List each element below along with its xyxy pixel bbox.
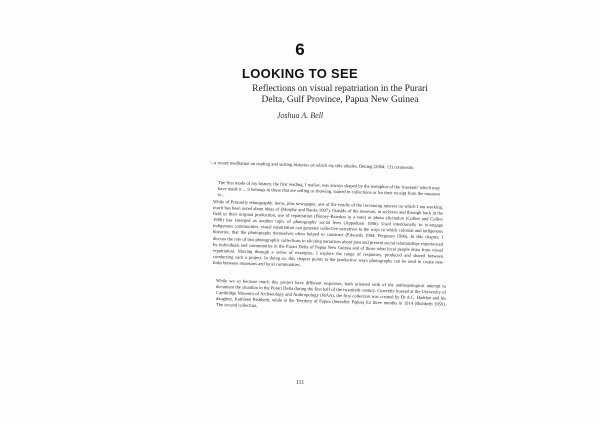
- chapter-number: 6: [295, 40, 305, 59]
- body-paragraph: While of Primarily ethnographic items, plus newspaper, one of the results of the increasing interest on which I am working, much has been noted about ideas of (Morphy and Banks 1997). Outside of the museum, in archives and through back in the field or their original production, use of repatriation (Binney-Rawdon in a vote) or photo elicitation (Collier and Collier 1986) has emerged as another topic of photographs' social lives (Appadurai 1986). Used intentionally to re-engage indigenous communities, visual repatriation can generate collective narratives to the ways in which colonial and indigenous histories, that the photographs themselves often helped to construct (Edwards 1994; Ferguson 1996). In this chapter, I discuss the role of two photographic collections in eliciting narratives about past and present social relationships experienced by individuals and communities in the Purari Delta of Papua New Guinea and of those what local people draw from visual repatriation. Moving through a series of examples, I explore the range of responses, produced and shared between conducting such a project. In doing so, this chapter points to the productive ways photographs can be used to create new links between museums and local communities.: [213, 199, 443, 268]
- chapter-title: LOOKING TO SEE: [242, 66, 358, 81]
- page-number: 111: [295, 380, 305, 386]
- block-quote-paragraph: The first mode of my history, the first reading, I realise, was always shaped by the metaphor of the 'museum' which may have made it ... it belongs to those that are selling or showing, loaned in collections or for their receipt from the museum is...: [218, 180, 440, 198]
- chapter-subtitle: Reflections on visual repatriation in the Purari Delta, Gulf Province, Papua New Guinea: [252, 84, 428, 105]
- epigraph-paragraph: '...a recent meditation on reading and writing histories on which my title alludes, Dening (2004: 13) comments:: [210, 160, 415, 170]
- author-name: Joshua A. Bell: [276, 111, 324, 120]
- body-paragraph: While we so because much this project have different responses, both oriented with of the anthropological attempt to document the situation in the Purari Delta during the first half of the twentieth century. Currently housed at the University of Cambridge Museum of Archaeology and Anthropology (MAA), the first collection was created by Dr A.C. Haddon and his daughter, Kathleen Rishbeth, while in the Territory of Papua (hereafter Papua) for three months in 1914 (Rishbeth 1959). The second collection,: [216, 278, 446, 309]
